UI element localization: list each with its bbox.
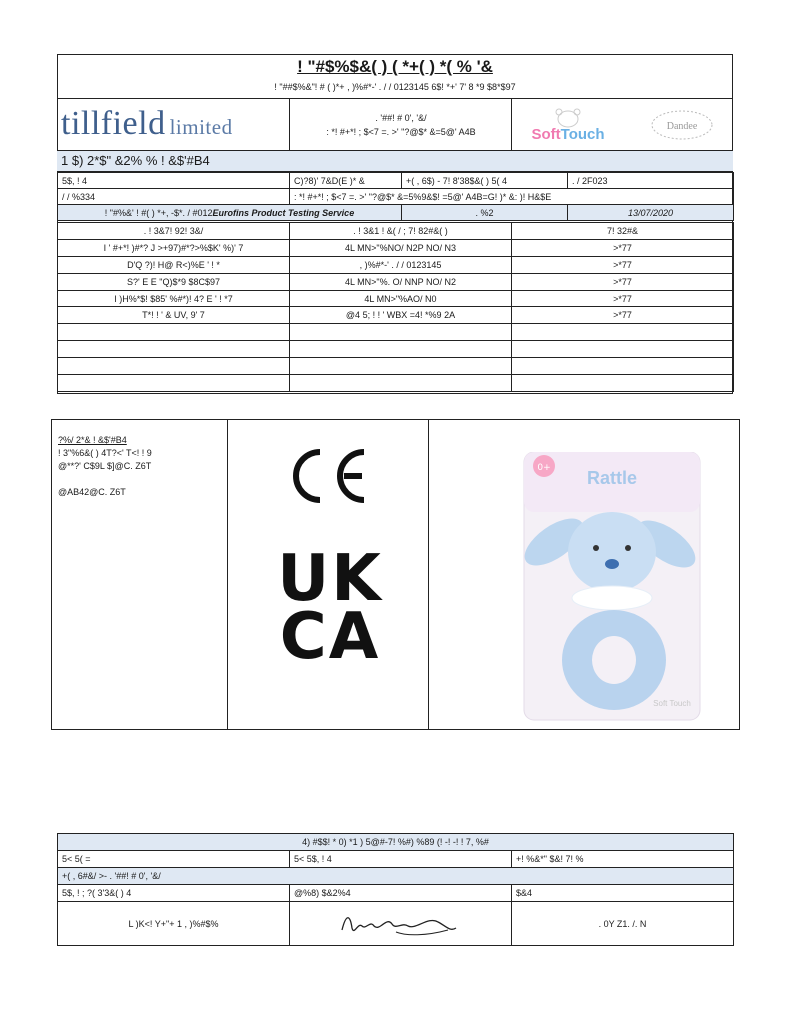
table-row: [58, 341, 734, 358]
ukca-bottom: CA: [279, 600, 381, 674]
table-cell: [512, 358, 734, 375]
tillfield-logo-suffix: limited: [169, 115, 233, 139]
table-cell: @4 5; ! ! ' WBX =4! *%9 2A: [290, 307, 512, 324]
table-cell: [512, 375, 734, 392]
ukca-top: UK: [277, 542, 383, 616]
document-subtitle: ! "##$%&"! # ( )*+ , )%#*-' . / / 0123145 6$! *+' 7' 8 *9 $8*$97: [274, 82, 516, 92]
panel-text: [58, 434, 223, 499]
bunny-rattle-image: [516, 452, 708, 722]
signature-cell: [290, 902, 512, 946]
table-cell: I ' #+*! )#*? J >+97)#*?>%$K' %)' 7: [58, 239, 290, 256]
dandee-logo: [647, 107, 717, 143]
signoff-r2: +( , 6#&/ >- . '##! # 0', '&/: [58, 868, 734, 885]
standards-table: [57, 222, 734, 392]
signoff-r1-c1: 5< 5( =: [58, 851, 290, 868]
tillfield-logo-text: tillfield: [61, 105, 166, 142]
dandee-badge-icon: [647, 107, 717, 143]
svg-text:SoftTouch: [531, 126, 604, 143]
table-cell: [290, 375, 512, 392]
table-cell: S?' E E "Q)$*9 $8C$97: [58, 273, 290, 290]
table-row: [58, 256, 734, 273]
signoff-r3-c1: 5$, ! ; ?( 3'3&( ) 4: [58, 885, 290, 902]
table-cell: . ! 3&1 ! &( / ; 7! 82#&( ): [290, 223, 512, 240]
table-row: [58, 223, 734, 240]
header-right-text: [293, 111, 509, 139]
ukca-mark: [270, 542, 390, 674]
header-right-line1: . '##! # 0', '&/: [375, 113, 427, 123]
table-cell: , )%#*-' . / / 0123145: [290, 256, 512, 273]
ce-mark-icon: [276, 438, 376, 518]
package-age: 0+: [537, 463, 551, 473]
signoff-table: [57, 833, 734, 946]
info-r3-left: ! "#%&' ! #( ) *+, -$*. / #012: [104, 207, 213, 218]
test-date: 13/07/2020: [568, 205, 734, 221]
ce-mark: [276, 438, 376, 518]
package-text: Rattle: [586, 468, 638, 488]
signoff-r1-c2: 5< 5$, ! 4: [290, 851, 512, 868]
signoff-r1-c3: +! %&*" $&! 7! %: [512, 851, 734, 868]
table-cell: D'Q ?)! H@ R<)%E ' ! *: [58, 256, 290, 273]
table-cell: [290, 358, 512, 375]
document-title: ! "#$%$&( ) ( *+( ) *( % '&: [297, 57, 493, 76]
section-band: [57, 150, 733, 172]
table-cell: 4L MN>"%AO/ N0: [290, 290, 512, 307]
table-cell: 4L MN>"%. O/ NNP NO/ N2: [290, 273, 512, 290]
table-cell: [290, 324, 512, 341]
softtouch-word-b: Touch: [560, 126, 605, 143]
lab-name: Eurofins Product Testing Service: [212, 207, 355, 218]
signoff-name: L )K<! Y+"+ 1 , )%#$%: [58, 902, 290, 946]
dandee-logo-text: Dandee: [666, 121, 698, 132]
info-r3-mid: . %2: [402, 205, 568, 221]
table-cell: [58, 358, 290, 375]
table-row: [58, 307, 734, 324]
table-row: [58, 324, 734, 341]
table-cell: >*77: [512, 256, 734, 273]
softtouch-word-a: Soft: [531, 126, 561, 143]
table-cell: [58, 324, 290, 341]
table-row: [58, 358, 734, 375]
table-row: [58, 290, 734, 307]
signoff-r3-c2: @%8) $&2%4: [290, 885, 512, 902]
table-cell: >*77: [512, 239, 734, 256]
panel-line1: ?%/ 2*& ! &$'#B4: [58, 435, 127, 445]
table-row: [58, 239, 734, 256]
softtouch-logo: [523, 107, 613, 145]
table-row: [58, 273, 734, 290]
table-row: [58, 375, 734, 392]
package-brand: Soft Touch: [653, 699, 691, 708]
info-r2-c1: / / %334: [58, 189, 290, 205]
table-cell: [512, 341, 734, 358]
panel-line2: ! 3"%6&( ) 4T?<' T<! ! 9: [58, 448, 152, 458]
info-r3-lab: [58, 205, 402, 221]
table-cell: . ! 3&7! 92! 3&/: [58, 223, 290, 240]
info-rows: [57, 172, 734, 221]
signoff-title: 4) #$$! * 0) *1 ) 5@#-7! %#) %89 (! -! -! ! 7, %#: [58, 834, 734, 851]
table-cell: >*77: [512, 273, 734, 290]
table-cell: [58, 341, 290, 358]
table-cell: 4L MN>"%NO/ N2P NO/ N3: [290, 239, 512, 256]
signature-icon: [336, 906, 466, 940]
signoff-date: . 0Y Z1. /. N: [512, 902, 734, 946]
tillfield-logo: [61, 105, 289, 145]
logo-row: [57, 98, 733, 150]
header-right-line2: : *! #+*! ; $<7 =. >' "?@$* &=5@' A4B: [326, 127, 476, 137]
table-cell: [290, 341, 512, 358]
info-r2-c2: : *! #+*! ; $<7 =. >' "?@$* &=5%9&$! =5@' A4B=G! )* &: )! H&$E: [290, 189, 734, 205]
product-photo: [516, 452, 708, 722]
table-cell: T*! ! ' & UV, 9' 7: [58, 307, 290, 324]
panel-line4: @AB42@C. Z6T: [58, 487, 126, 497]
table-cell: I )H%*$! $85' %#*)! 4? E ' ! *7: [58, 290, 290, 307]
info-r1-c3: +( , 6$) - 7! 8'38$&( ) 5( 4: [402, 173, 568, 189]
table-cell: [58, 375, 290, 392]
section-title: 1 $) 2*$" &2% % ! &$'#B4: [61, 153, 210, 168]
panel-line3: @**?' C$9L $]@C. Z6T: [58, 461, 152, 471]
marking-panel: [51, 419, 740, 730]
info-r1-c1: 5$, ! 4: [58, 173, 290, 189]
teddy-bear-icon: [523, 107, 613, 145]
info-r1-c2: C)?8)' 7&D(E )* &: [290, 173, 402, 189]
table-cell: 7! 32#&: [512, 223, 734, 240]
table-cell: >*77: [512, 290, 734, 307]
info-r1-c4: . / 2F023: [568, 173, 734, 189]
table-cell: >*77: [512, 307, 734, 324]
signoff-r3-c3: $&4: [512, 885, 734, 902]
table-cell: [512, 324, 734, 341]
